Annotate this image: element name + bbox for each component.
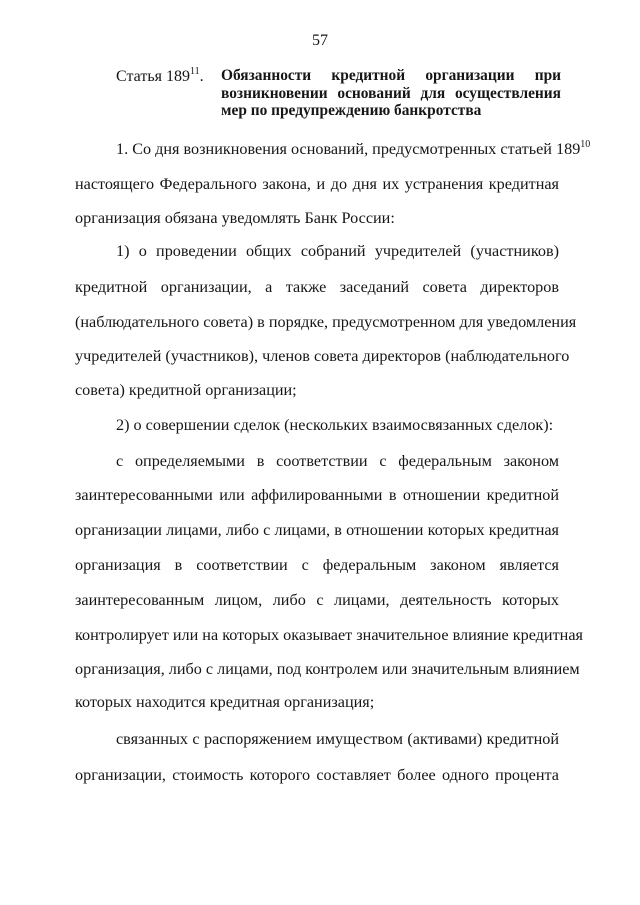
text-line: 1) о проведении общих собраний учредителей (участников) — [116, 242, 559, 260]
page-number: 57 — [312, 32, 328, 49]
text-line: (наблюдательного совета) в порядке, предусмотренном для уведомления — [75, 313, 577, 331]
text-line: организация в соответствии с федеральным законом является — [75, 556, 559, 574]
article-title: Обязанности кредитной организации при возникновении оснований для осуществления мер по предупреждению банкротства — [221, 67, 561, 119]
article-label-superscript: 11 — [189, 66, 200, 77]
article-label — [116, 67, 204, 87]
text-line: учредителей (участников), членов совета директоров (наблюдательного — [75, 347, 570, 365]
text-line: контролирует или на которых оказывает значительное влияние кредитная — [75, 626, 583, 644]
article-label-suffix: . — [199, 68, 204, 85]
text-line: организации, стоимость которого составляет более одного процента — [75, 766, 559, 784]
text-line: настоящего Федерального закона, и до дня их устранения кредитная — [75, 175, 559, 193]
text-line-part: 1. Со дня возникновения оснований, предусмотренных статьей 189 — [116, 140, 581, 158]
text-line — [116, 138, 591, 160]
text-line: связанных с распоряжением имуществом (активами) кредитной — [116, 730, 559, 748]
text-line-superscript: 10 — [580, 139, 591, 150]
article-label-text: Статья 189 — [116, 68, 190, 85]
text-line: организации лицами, либо с лицами, в отношении которых кредитная — [75, 521, 559, 539]
text-line: 2) о совершении сделок (нескольких взаимосвязанных сделок): — [116, 416, 554, 434]
text-line: организация, либо с лицами, под контролем или значительным влиянием — [75, 660, 580, 678]
text-line: совета) кредитной организации; — [75, 381, 297, 399]
text-line: заинтересованными или аффилированными в отношении кредитной — [75, 486, 559, 504]
text-line: заинтересованным лицом, либо с лицами, деятельность которых — [75, 591, 559, 609]
text-line: организация обязана уведомлять Банк России: — [75, 209, 395, 227]
text-line: кредитной организации, а также заседаний совета директоров — [75, 278, 559, 296]
text-line: с определяемыми в соответствии с федеральным законом — [116, 452, 559, 470]
text-line: которых находится кредитная организация; — [75, 693, 375, 711]
